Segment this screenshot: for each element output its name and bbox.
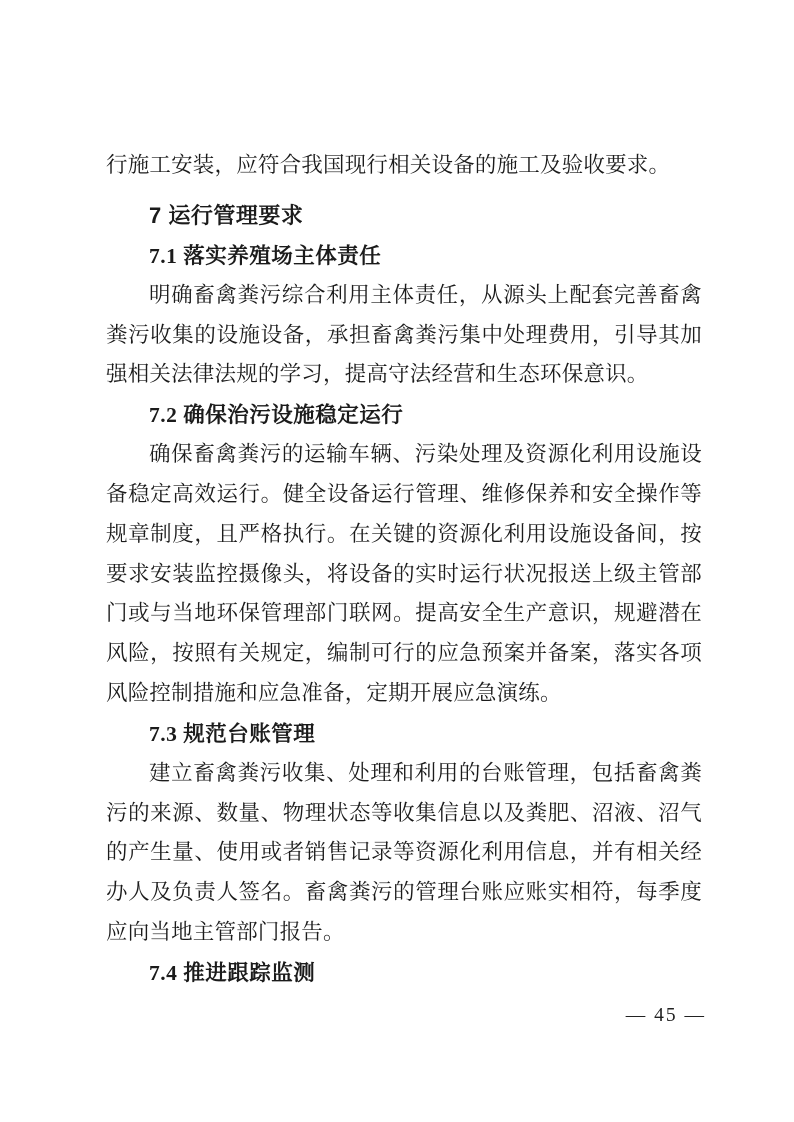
section-heading-7-2: 7.2 确保治污设施稳定运行 — [149, 403, 404, 428]
section-heading-7-3: 7.3 规范台账管理 — [149, 721, 316, 746]
paragraph-7-3: 建立畜禽粪污收集、处理和利用的台账管理，包括畜禽粪污的来源、数量、物理状态等收集信息以及粪肥、沼液、沼气的产生量、使用或者销售记录等资源化利用信息，并有相关经办人及负责人签名。畜禽粪污的管理台账应账实相符，每季度应向当地主管部门报告。 — [106, 760, 702, 944]
page-number: — 45 — — [625, 1005, 706, 1026]
chapter-heading-7: 7 运行管理要求 — [149, 202, 304, 228]
section-heading-7-1: 7.1 落实养殖场主体责任 — [149, 243, 382, 268]
document-content — [106, 146, 702, 993]
paragraph-7-1: 明确畜禽粪污综合利用主体责任，从源头上配套完善畜禽粪污收集的设施设备，承担畜禽粪污集中处理费用，引导其加强相关法律法规的学习，提高守法经营和生态环保意识。 — [106, 282, 702, 387]
paragraph-7-2: 确保畜禽粪污的运输车辆、污染处理及资源化利用设施设备稳定高效运行。健全设备运行管理、维修保养和安全操作等规章制度，且严格执行。在关键的资源化利用设施设备间，按要求安装监控摄像头，将设备的实时运行状况报送上级主管部门或与当地环保管理部门联网。提高安全生产意识，规避潜在风险，按照有关规定，编制可行的应急预案并备案，落实各项风险控制措施和应急准备，定期开展应急演练。 — [106, 442, 702, 705]
paragraph-continuation: 行施工安装，应符合我国现行相关设备的施工及验收要求。 — [106, 153, 671, 177]
section-heading-7-4: 7.4 推进跟踪监测 — [149, 960, 316, 985]
